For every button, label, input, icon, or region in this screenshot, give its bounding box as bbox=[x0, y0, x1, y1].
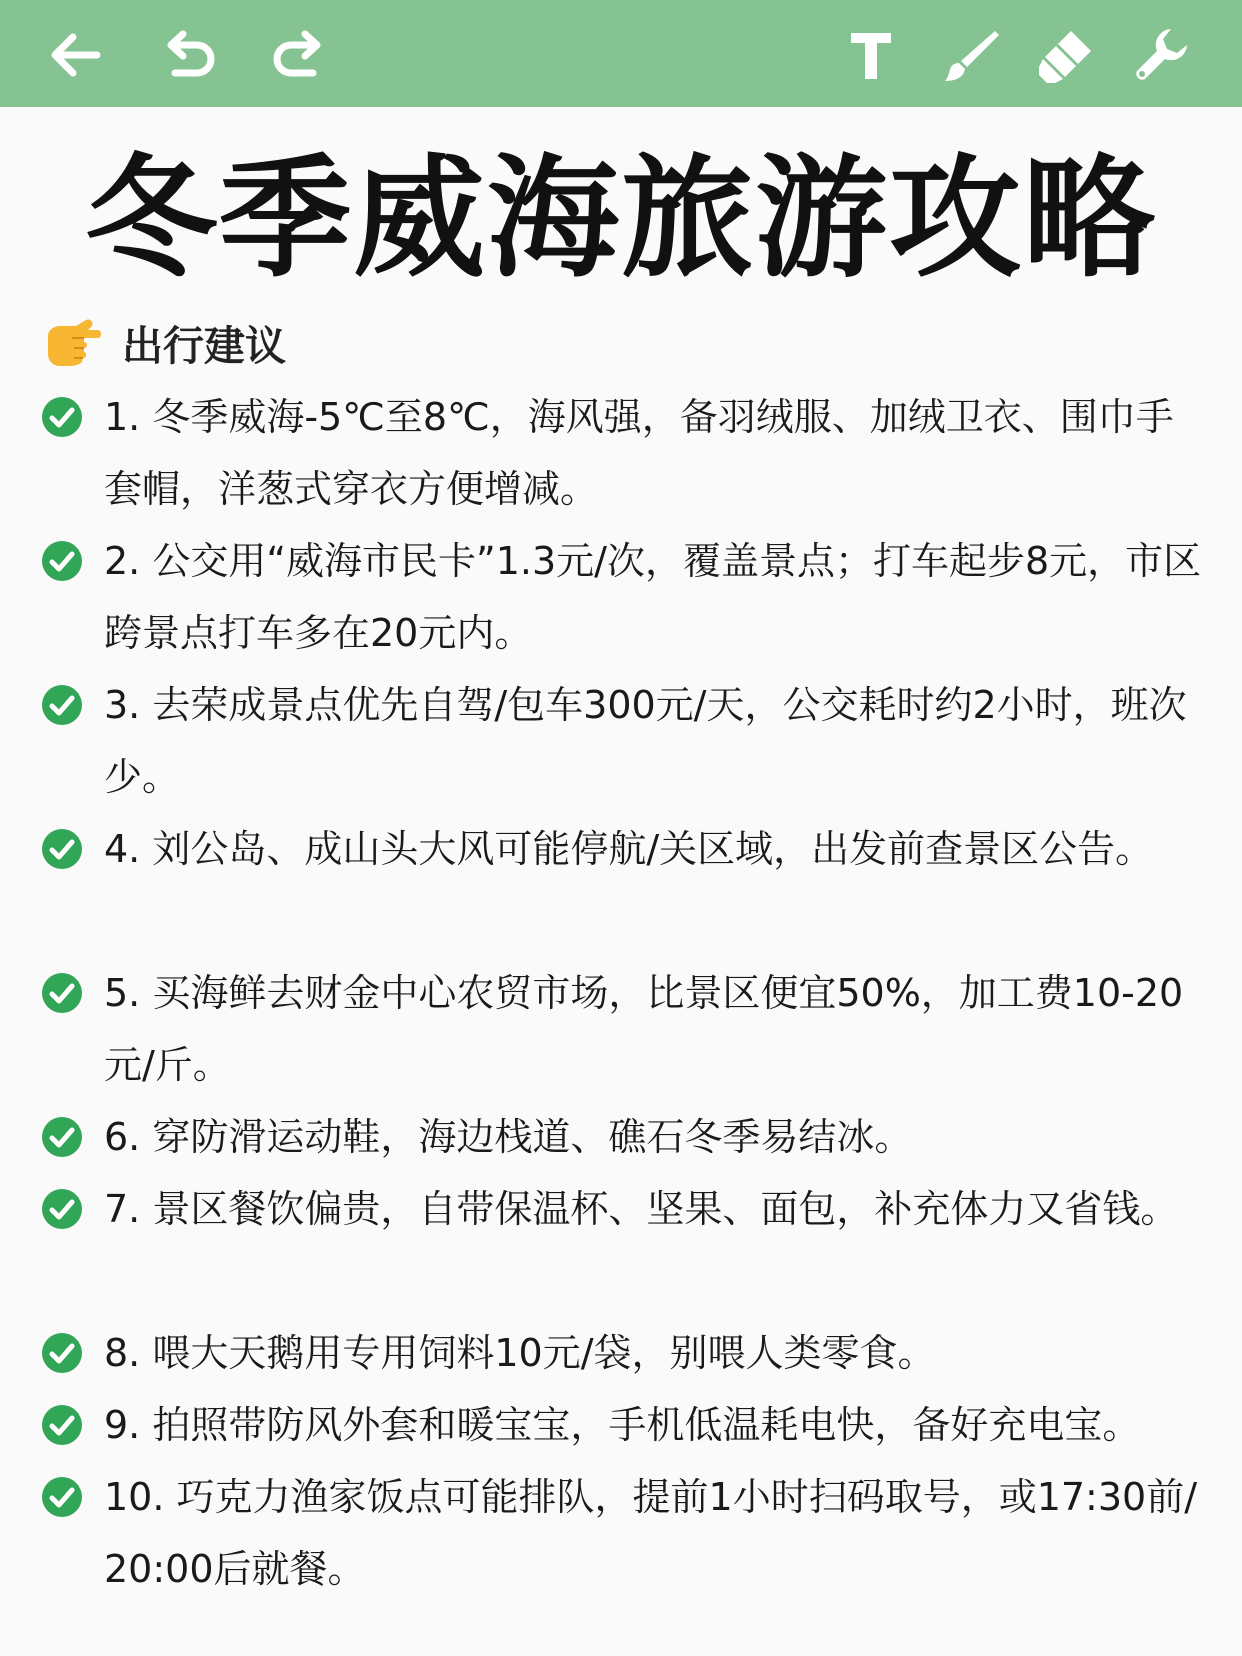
back-button[interactable] bbox=[42, 22, 108, 88]
check-circle-icon bbox=[42, 685, 82, 725]
undo-button[interactable] bbox=[156, 22, 222, 88]
tip-text: 9. 拍照带防风外套和暖宝宝，手机低温耗电快，备好充电宝。 bbox=[104, 1403, 1141, 1447]
pointing-hand-icon bbox=[42, 314, 102, 370]
check-circle-icon bbox=[42, 1189, 82, 1229]
brush-tool-button[interactable] bbox=[938, 22, 1004, 88]
tip-text: 4. 刘公岛、成山头大风可能停航/关区域，出发前查景区公告。 bbox=[104, 827, 1154, 871]
tip-text: 7. 景区餐饮偏贵，自带保温杯、坚果、面包，补充体力又省钱。 bbox=[104, 1187, 1179, 1231]
tip-text: 6. 穿防滑运动鞋，海边栈道、礁石冬季易结冰。 bbox=[104, 1115, 913, 1159]
brush-icon bbox=[941, 25, 1001, 85]
editor-toolbar bbox=[0, 0, 1242, 107]
undo-icon bbox=[159, 25, 219, 85]
redo-icon bbox=[269, 25, 329, 85]
check-circle-icon bbox=[42, 1333, 82, 1373]
check-circle-icon bbox=[42, 541, 82, 581]
section-heading bbox=[42, 312, 286, 372]
eraser-tool-button[interactable] bbox=[1032, 22, 1098, 88]
check-circle-icon bbox=[42, 1477, 82, 1517]
text-tool-button[interactable] bbox=[838, 22, 904, 88]
settings-tool-button[interactable] bbox=[1128, 22, 1194, 88]
check-circle-icon bbox=[42, 397, 82, 437]
document-page bbox=[0, 107, 1242, 1656]
check-circle-icon bbox=[42, 1405, 82, 1445]
tip-text: 1. 冬季威海-5℃至8℃，海风强，备羽绒服、加绒卫衣、围巾手套帽，洋葱式穿衣方便增减。 bbox=[104, 395, 1174, 511]
page-title: 冬季威海旅游攻略 bbox=[85, 142, 1157, 296]
tip-text: 2. 公交用“威海市民卡”1.3元/次，覆盖景点；打车起步8元，市区跨景点打车多在20元内。 bbox=[104, 539, 1202, 655]
section-heading-label: 出行建议 bbox=[122, 321, 286, 370]
check-circle-icon bbox=[42, 973, 82, 1013]
check-circle-icon bbox=[42, 1117, 82, 1157]
eraser-icon bbox=[1035, 25, 1095, 85]
tip-text: 10. 巧克力渔家饭点可能排队，提前1小时扫码取号，或17:30前/20:00后就餐。 bbox=[104, 1475, 1198, 1591]
redo-button[interactable] bbox=[266, 22, 332, 88]
wrench-icon bbox=[1131, 25, 1191, 85]
back-arrow-icon bbox=[45, 25, 105, 85]
text-tool-icon bbox=[841, 25, 901, 85]
tip-text: 5. 买海鲜去财金中心农贸市场，比景区便宜50%，加工费10-20元/斤。 bbox=[104, 971, 1184, 1087]
tip-text: 8. 喂大天鹅用专用饲料10元/袋，别喂人类零食。 bbox=[104, 1331, 936, 1375]
tip-text: 3. 去荣成景点优先自驾/包车300元/天，公交耗时约2小时，班次少。 bbox=[104, 683, 1187, 799]
check-circle-icon bbox=[42, 829, 82, 869]
